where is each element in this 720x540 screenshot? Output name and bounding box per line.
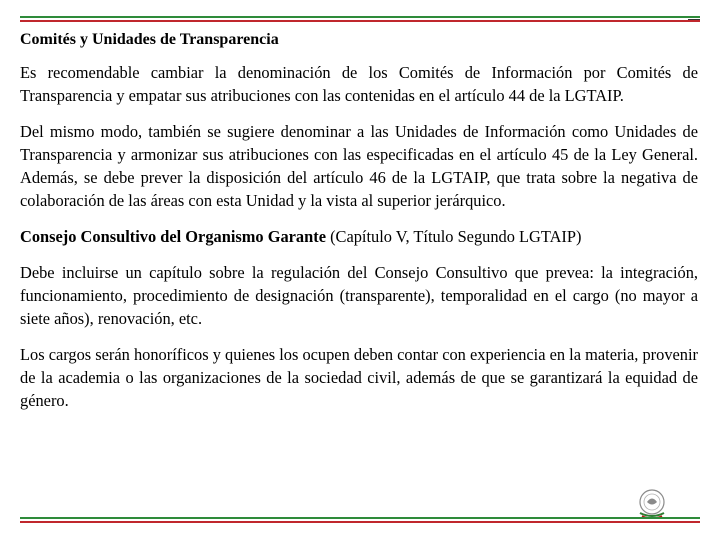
- corner-tick: [688, 19, 700, 20]
- paragraph-consejo-heading: [20, 225, 698, 248]
- paragraph-comites: Es recomendable cambiar la denominación de los Comités de Información por Comités de Transparencia y empatar sus atribuciones con las contenidas en el artículo 44 de la LGTAIP.: [20, 63, 698, 105]
- consejo-heading-bold: Consejo Consultivo del Organismo Garante: [20, 227, 326, 246]
- bottom-flag-stripe: [20, 517, 700, 523]
- paragraph-cargos: Los cargos serán honoríficos y quienes los ocupen deben contar con experiencia en la materia, provenir de la academia o las organizaciones de la sociedad civil, además de que se garantizará la equidad de género.: [20, 345, 698, 410]
- section-heading: Comités y Unidades de Transparencia: [20, 31, 279, 48]
- consejo-heading-reference: (Capítulo V, Título Segundo LGTAIP): [325, 227, 582, 246]
- paragraph-consejo-regulacion: Debe incluirse un capítulo sobre la regulación del Consejo Consultivo que prevea: la integración, funcionamiento, procedimiento de designación (transparente), temporalidad en el cargo (no mayor a siete años), renovación, etc.: [20, 263, 698, 328]
- document-body: [20, 28, 698, 425]
- top-flag-stripe: [20, 16, 700, 22]
- paragraph-unidades: Del mismo modo, también se sugiere denominar a las Unidades de Información como Unidades de Transparencia y armonizar sus atribuciones con las especificadas en el artículo 45 de la Ley General. Además, se debe prever la disposición del artículo 46 de la LGTAIP, que trata sobre la negativa de colaboración de las áreas con esta Unidad y la vista al superior jerárquico.: [20, 122, 698, 210]
